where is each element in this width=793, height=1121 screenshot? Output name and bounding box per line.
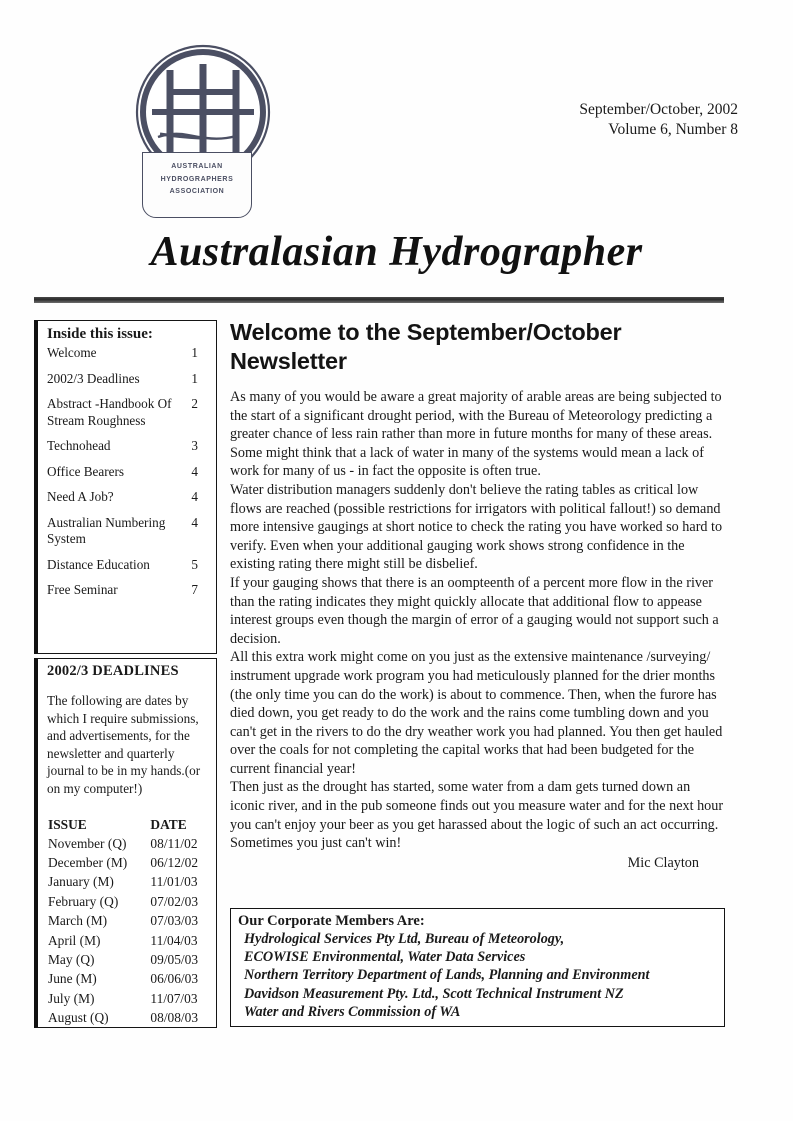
toc-item-page: 3 xyxy=(191,438,198,453)
article-paragraph: Water distribution managers suddenly don't believe the rating tables as critical low flows are reached (possible restrictions for irrigators with political fallout!) so demand more intensive gaugings at short notice to check the rating you have worked so hard to verify. Even when your additional gauging work shows strong confidence in the existing rating there might still be disbelief. xyxy=(230,481,723,573)
deadlines-issue-cell: November (Q) xyxy=(48,835,127,851)
issue-date: September/October, 2002 xyxy=(579,101,738,118)
deadlines-row xyxy=(47,1008,209,1027)
toc-item-label: Technohead xyxy=(47,438,111,453)
article-paragraph: As many of you would be aware a great majority of arable areas are being subjected to the start of a significant drought period, with the Bureau of Meteorology predicting a greater chance of less rain rather than more in future months for many of these areas. xyxy=(230,389,722,443)
deadlines-issue-cell: April (M) xyxy=(48,932,101,948)
deadlines-issue-cell: May (Q) xyxy=(48,952,95,967)
toc-item-page: 1 xyxy=(191,345,198,360)
association-logo xyxy=(130,42,280,227)
corporate-member-line: Davidson Measurement Pty. Ltd., Scott Technical Instrument NZ xyxy=(244,985,624,1002)
deadlines-row xyxy=(47,911,209,930)
toc-title: Inside this issue: xyxy=(47,326,153,342)
toc-item-label: Abstract -Handbook Of Stream Roughness xyxy=(47,396,172,428)
article-paragraph: Then just as the drought has started, some water from a dam gets turned down an iconic river, and in the pub someone finds out you measure water and for the next hour you can't enjoy your beer as you get harassed about the logic of such an act occurring. xyxy=(230,779,724,833)
deadlines-row xyxy=(47,853,209,872)
masthead-divider xyxy=(34,297,724,303)
masthead xyxy=(0,228,793,276)
logo-banner xyxy=(142,152,252,218)
toc-item[interactable] xyxy=(47,582,208,599)
deadlines-date-cell: 11/01/03 xyxy=(150,874,198,890)
deadlines-date-cell: 07/03/03 xyxy=(150,913,199,929)
toc-item-page: 4 xyxy=(191,514,198,530)
corporate-members-box xyxy=(230,908,725,1027)
issue-info xyxy=(579,100,738,140)
deadlines-issue-cell: July (M) xyxy=(48,990,95,1006)
deadlines-issue-cell: August (Q) xyxy=(48,1010,109,1026)
deadlines-header-row xyxy=(47,816,209,834)
deadlines-issue-cell: March (M) xyxy=(48,913,108,929)
deadlines-issue-cell: January (M) xyxy=(48,874,114,890)
toc-item[interactable] xyxy=(47,345,208,362)
logo-banner-line-2: HYDROGRAPHERS xyxy=(160,175,234,183)
deadlines-date-cell: 08/11/02 xyxy=(150,835,198,851)
article-paragraph: Some might think that a lack of water in many of the systems would mean a lack of work for many of us - in fact the opposite is often true. xyxy=(230,444,704,480)
deadlines-table xyxy=(47,816,209,1028)
deadlines-body xyxy=(47,834,209,1028)
deadlines-row xyxy=(47,989,209,1008)
deadlines-row xyxy=(47,872,209,891)
deadlines-date-cell: 06/12/02 xyxy=(150,854,199,870)
toc-item-page: 2 xyxy=(191,396,198,411)
toc-item[interactable] xyxy=(47,438,208,455)
corporate-members-title: Our Corporate Members Are: xyxy=(238,913,425,929)
logo-banner-line-3: ASSOCIATION xyxy=(169,188,225,195)
toc-item[interactable] xyxy=(47,557,208,574)
toc-item-label: Welcome xyxy=(47,345,97,360)
deadlines-box xyxy=(34,658,217,1028)
article-body xyxy=(230,388,725,853)
deadlines-date-cell: 11/04/03 xyxy=(150,932,198,948)
corporate-member-line: ECOWISE Environmental, Water Data Services xyxy=(244,949,526,966)
issue-volume: Volume 6, Number 8 xyxy=(608,121,738,138)
publication-title: Australasian Hydrographer xyxy=(150,229,643,275)
main-article xyxy=(230,318,725,872)
deadlines-intro: The following are dates by which I require submissions, and advertisements, for the newsletter and quarterly journal to be in my hands.(or on my computer!) xyxy=(47,693,201,796)
toc-item-page: 1 xyxy=(191,370,198,386)
toc-item-label: Distance Education xyxy=(47,556,150,572)
deadlines-row xyxy=(47,969,209,988)
page-header xyxy=(0,42,793,232)
toc-item[interactable] xyxy=(47,371,208,388)
toc-item-label: 2002/3 Deadlines xyxy=(47,370,140,386)
toc-item-label: Office Bearers xyxy=(47,463,125,479)
toc-item-label: Need A Job? xyxy=(47,489,114,504)
deadlines-date-cell: 06/06/03 xyxy=(150,971,199,987)
article-paragraph: If your gauging shows that there is an oompteenth of a percent more flow in the river than the rating indicates they might quickly allocate that additional flow to appease interest groups even though the margin of error of a gauging would not support such a decision. xyxy=(230,574,719,647)
deadlines-title: 2002/3 DEADLINES xyxy=(47,663,179,679)
toc-item-label: Free Seminar xyxy=(47,582,118,597)
toc-item[interactable] xyxy=(47,396,208,429)
deadlines-issue-cell: June (M) xyxy=(48,971,97,987)
deadlines-col-issue: ISSUE xyxy=(48,816,87,832)
deadlines-issue-cell: December (M) xyxy=(48,854,128,870)
corporate-members-list xyxy=(238,930,718,1021)
deadlines-row xyxy=(47,950,209,969)
toc-item-page: 5 xyxy=(191,556,198,572)
deadlines-date-cell: 09/05/03 xyxy=(150,952,199,967)
article-title: Welcome to the September/October Newsletter xyxy=(230,319,622,374)
inside-this-issue-box xyxy=(34,320,217,654)
article-paragraph: Sometimes you just can't win! xyxy=(230,835,402,852)
corporate-member-line: Water and Rivers Commission of WA xyxy=(244,1003,461,1020)
article-paragraph: All this extra work might come on you just as the extensive maintenance /surveying/ instrument upgrade work program you had meticulously planned for the drier months (the only time you can do the work) is about to commence. Then, when the furore has died down, you get ready to do the work and the rains come tumbling down and you can't get in the rivers to do the dry weather work you had planned. You then get hauled over the coals for not completing the capital works that had been budgeted for the current financial year! xyxy=(230,649,723,777)
toc-item-page: 4 xyxy=(191,489,198,504)
deadlines-row xyxy=(47,931,209,950)
deadlines-col-date: DATE xyxy=(150,816,187,832)
article-signature: Mic Clayton xyxy=(627,854,699,871)
deadlines-date-cell: 08/08/03 xyxy=(150,1010,199,1026)
deadlines-row xyxy=(47,892,209,911)
toc-item[interactable] xyxy=(47,515,208,548)
deadlines-row xyxy=(47,834,209,853)
deadlines-date-cell: 11/07/03 xyxy=(150,990,198,1006)
corporate-member-line: Hydrological Services Pty Ltd, Bureau of Meteorology, xyxy=(244,931,565,947)
toc-item[interactable] xyxy=(47,489,208,506)
logo-banner-line-1: AUSTRALIAN xyxy=(171,163,223,170)
toc-item-label: Australian Numbering System xyxy=(47,514,166,546)
toc-item-page: 4 xyxy=(191,463,198,479)
toc-item[interactable] xyxy=(47,464,208,481)
toc-item-page: 7 xyxy=(191,582,198,597)
corporate-member-line: Northern Territory Department of Lands, Planning and Environment xyxy=(244,967,650,984)
toc-list xyxy=(47,345,208,599)
deadlines-issue-cell: February (Q) xyxy=(48,893,119,909)
deadlines-date-cell: 07/02/03 xyxy=(150,893,199,909)
